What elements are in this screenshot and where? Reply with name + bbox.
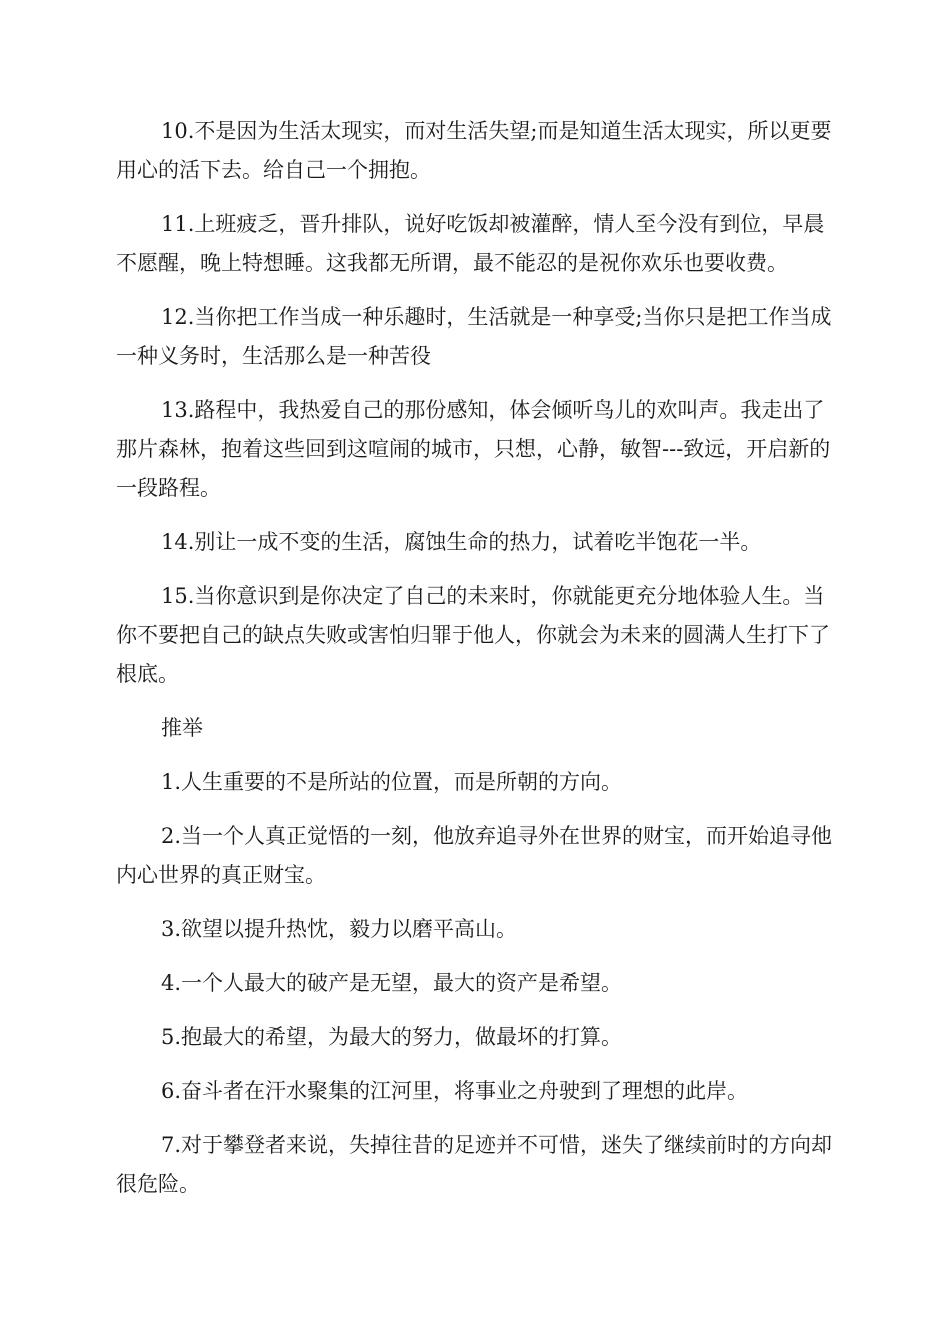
paragraph-recommend-2: 2.当一个人真正觉悟的一刻，他放弃追寻外在世界的财宝，而开始追寻他内心世界的真正财宝。 [116,824,833,887]
paragraph-quote-10: 10.不是因为生活太现实，而对生活失望;而是知道生活太现实，所以更要用心的活下去。给自己一个拥抱。 [116,119,832,182]
section-heading: 推举 [161,716,203,740]
paragraph-quote-13: 13.路程中，我热爱自己的那份感知，体会倾听鸟儿的欢叫声。我走出了那片森林，抱着这些回到这喧闹的城市，只想，心静，敏智---致远，开启新的一段路程。 [116,398,831,500]
paragraph-recommend-3: 3.欲望以提升热忱，毅力以磨平高山。 [161,917,518,941]
paragraph-recommend-5: 5.抱最大的希望，为最大的努力，做最坏的打算。 [161,1025,623,1049]
paragraph-recommend-6: 6.奋斗者在汗水聚集的江河里，将事业之舟驶到了理想的此岸。 [161,1079,749,1103]
paragraph-recommend-7: 7.对于攀登者来说，失掉往昔的足迹并不可惜，迷失了继续前时的方向却很危险。 [116,1133,833,1196]
paragraph-quote-15: 15.当你意识到是你决定了自己的未来时，你就能更充分地体验人生。当你不要把自己的缺点失败或害怕归罪于他人，你就会为未来的圆满人生打下了根底。 [116,584,830,686]
paragraph-recommend-1: 1.人生重要的不是所站的位置，而是所朝的方向。 [161,770,623,794]
document-body [116,112,836,1219]
paragraph-recommend-4: 4.一个人最大的破产是无望，最大的资产是希望。 [161,971,623,995]
paragraph-quote-11: 11.上班疲乏，晋升排队，说好吃饭却被灌醉，情人至今没有到位，早晨不愿醒，晚上特想睡。这我都无所谓，最不能忍的是祝你欢乐也要收费。 [116,212,825,275]
paragraph-quote-14: 14.别让一成不变的生活，腐蚀生命的热力，试着吃半饱花一半。 [161,530,762,554]
paragraph-quote-12: 12.当你把工作当成一种乐趣时，生活就是一种享受;当你只是把工作当成一种义务时，生活那么是一种苦役 [116,305,832,368]
